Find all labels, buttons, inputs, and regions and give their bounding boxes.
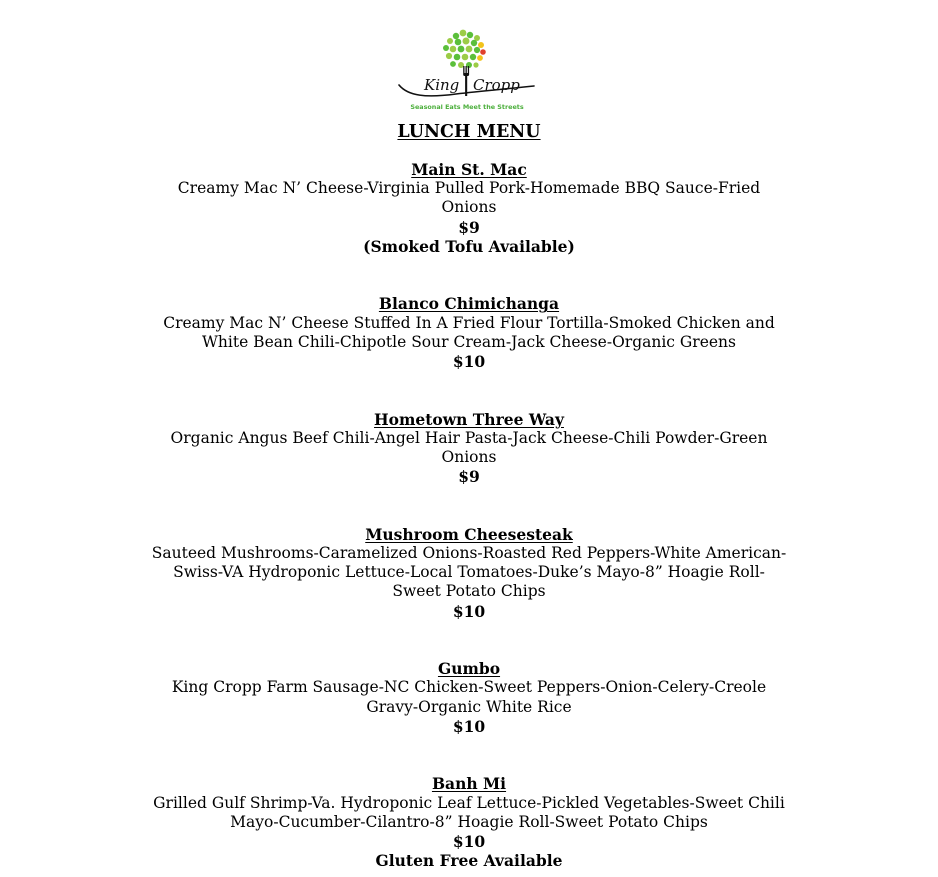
menu-item-price: $10: [452, 832, 486, 852]
menu-item-note: Gluten Free Available: [375, 851, 563, 871]
menu-item: [0, 525, 938, 621]
logo-tagline: Seasonal Eats Meet the Streets: [410, 103, 524, 111]
menu-item-name: Blanco Chimichanga: [378, 294, 560, 314]
tree-leaves-icon: [443, 30, 486, 68]
menu-item-price: $9: [458, 217, 480, 237]
fork-icon: [463, 66, 469, 96]
menu-item: [0, 774, 938, 870]
menu-item-description: King Cropp Farm Sausage-NC Chicken-Sweet Peppers-Onion-Celery-Creole Gravy-Organic White Rice: [171, 678, 767, 716]
brand-left: King: [424, 76, 460, 94]
menu-item: [0, 294, 938, 371]
tree-fork-logo-icon: [396, 28, 538, 114]
menu-item-note: (Smoked Tofu Available): [363, 236, 575, 256]
menu-item-description: Organic Angus Beef Chili-Angel Hair Pasta-Jack Cheese-Chili Powder-Green Onions: [170, 428, 768, 467]
brand-script: [423, 76, 520, 94]
menu-item-price: $10: [452, 601, 486, 621]
menu-item-name: Mushroom Cheesesteak: [365, 524, 573, 544]
menu-item-name: Gumbo: [437, 659, 501, 679]
menu-item-name: Hometown Three Way: [374, 409, 564, 429]
menu-item: [0, 410, 938, 487]
menu-item-name: Main St. Mac: [411, 160, 527, 179]
menu-item-description: Sauteed Mushrooms-Caramelized Onions-Roasted Red Peppers-White American-Swiss-VA Hydroponic Lettuce-Local Tomatoes-Duke’s Mayo-8” Hoagie Roll-Sweet Potato Chips: [151, 544, 787, 601]
menu-title: LUNCH MENU: [397, 122, 541, 142]
menu-items-list: [0, 160, 938, 870]
menu-item-price: $10: [452, 352, 486, 372]
menu-item-description: Grilled Gulf Shrimp-Va. Hydroponic Leaf Lettuce-Pickled Vegetables-Sweet Chili Mayo-Cucumber-Cilantro-8” Hoagie Roll-Sweet Potato Chips: [153, 793, 785, 831]
brand-logo: [396, 28, 538, 114]
menu-item-name: Banh Mi: [431, 774, 507, 794]
menu-item: [0, 160, 938, 256]
menu-item-description: Creamy Mac N’ Cheese Stuffed In A Fried Flour Tortilla-Smoked Chicken and White Bean Chili-Chipotle Sour Cream-Jack Cheese-Organic Greens: [163, 313, 775, 351]
menu-item-price: $9: [458, 467, 480, 487]
brand-right: Cropp: [473, 76, 520, 94]
menu-item: [0, 659, 938, 736]
menu-item-price: $10: [452, 716, 486, 736]
menu-item-description: Creamy Mac N’ Cheese-Virginia Pulled Pork-Homemade BBQ Sauce-Fried Onions: [177, 179, 761, 217]
